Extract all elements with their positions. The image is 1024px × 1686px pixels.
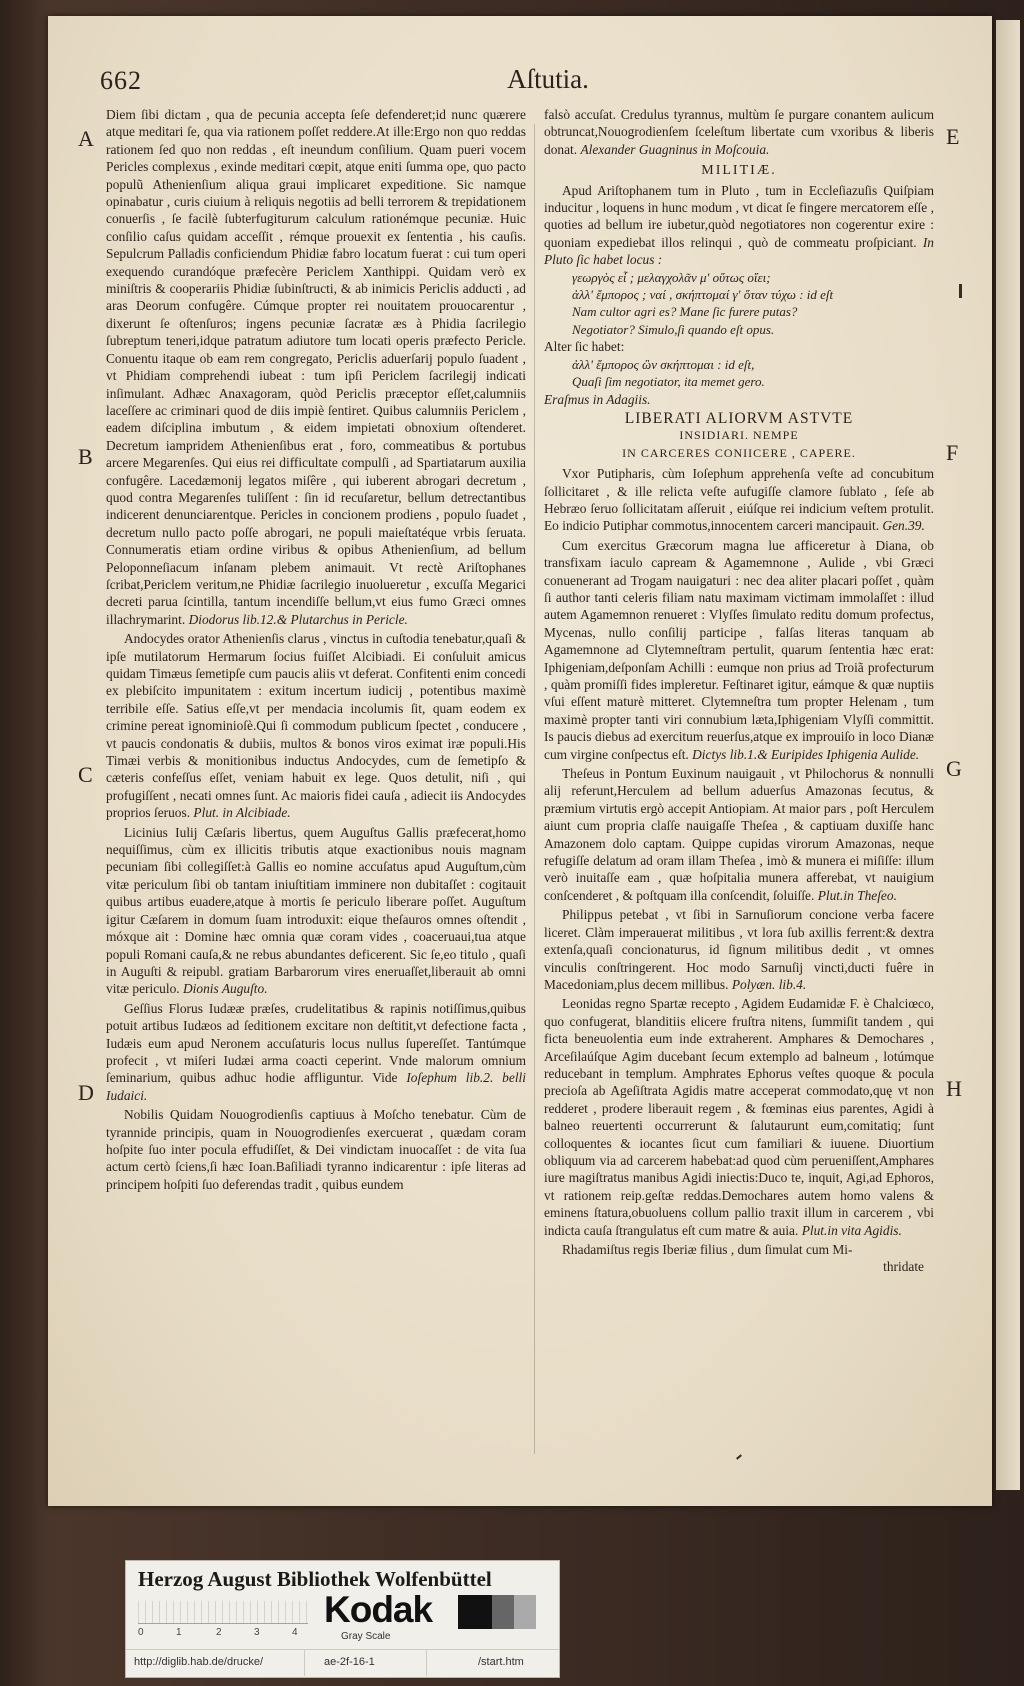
right-column [544,106,934,1276]
paragraph-text: Philippus petebat , vt ſibi in Sarnuſiorum concione verba facere liceret. Clàm imperauerat militibus , vt lora ſub axillis ferrent:& dextra extenſa,quaſi concionaturus, id ſignum militibus dedit , vt omnes vinculis conſtringerent. Hoc modo Sarnuſij vincti,ducti fuêre in Macedoniam,plus decem millibus. [544,907,934,992]
kodak-ruler [138,1601,308,1624]
margin-letter-g: G [946,756,962,781]
paragraph-text: Vxor Putipharis, cùm Ioſephum apprehenſa veſte ad concubitum ſollicitaret , & ille relicta veſte aufugiſſe clamore ſublato , ſeſe ab Hebræo ſeruo ſollicitatam aſſeruit , eiúſque rei indicium veſtem protulit. Eo indicio Putiphar commotus,innocentem carceri mancipauit. [544,466,934,534]
paragraph-text: falsò accuſat. Credulus tyrannus, multùm ſe purgare conantem aulicum obtruncat,Nouogrodienſem ſceleſtum libertate cum vxoribus & liberis donat. [544,107,934,157]
scale-number: 4 [292,1627,298,1638]
library-name: Herzog August Bibliothek Wolfenbüttel [138,1567,492,1591]
paragraph-text: Rhadamiſtus regis Iberiæ filius , dum ſimulat cum Mi- [562,1242,853,1257]
margin-letter-f: F [946,440,959,465]
source-citation: Plut. in Alcibiade. [193,805,291,821]
shelfmark: ae-2f-16-1 [324,1656,375,1668]
source-citation: Dionis Auguſto. [183,981,268,997]
paragraph-iphigenia [544,537,934,763]
section-heading-liberati: LIBERATI ALIORVM ASTVTE [624,409,854,427]
paragraph-leonidas [544,995,934,1239]
source-citation: Gen.39. [882,518,925,534]
gray-patch-dark [492,1595,514,1629]
paragraph-text: Leonidas regno Spartæ recepto , Agidem Eudamidæ F. è Chalciœco, quo confugerat, blanditiis elicere fruſtra nitens, ſummiſit tandem , qui ficta beneuolentia eum inde extraherent. Amphares & Demochares , Arceſilaúſque Agim ducebant ſecum extemplo ad balneum , lotúmque reducebant in templum. Amphrates Ephorus veſtes quoque & pocula precioſa ab Ageſiſtrata Agidis matre acceperat commodato,quę vt non redderet , prodere liberauit regem , & fœminas eius parentes, Agidi à balneo reuertenti occurrerunt & ſalutaurunt eum,comitatiq; ſunt colloquentes & iocantes ſicut cum familiari & iuuene. Diuortium obliquum via ad carcerem habebat:ad quod cùm perueniſſent,Amphares iure magiſtratus manibus Agidi iniectis:Duco te, inquit, Agi,ad Ephoros, vt rationem reip.geſtæ reddas.Demochares autem homo valens & eminens ſtatura,obuoluens collum pallio traxit illum in carcerem , vbi indicta cauſa ſtrangulatus eſt cum matre & auia. [544,996,934,1238]
running-head: Aſtutia. [507,64,589,94]
margin-letter-b: B [78,444,93,469]
start-page: /start.htm [478,1656,524,1668]
paragraph-text: Nobilis Quidam Nouogrodienſis captiuus à Moſcho tenebatur. Cùm de tyrannide principis, quam in Nouogrodienſes exercuerat , quædam coram hoſpite ſuo inter pocula effudiſſet, & Dei vindictam inuocaſſet : de vita ſua actum certò ſciens,ſi hæc Ioan.Baſiliadi tyranno indicarentur : ipſe literas ad principem hoſpiti ſuo deferendas tradit , quibus eundem [106,1107,526,1192]
scale-number: 3 [254,1627,260,1638]
latin-verse-1: Nam cultor agri es? Mane ſic furere putas? [572,304,798,320]
scale-number: 0 [138,1627,144,1638]
paragraph-putiphar [544,465,934,535]
section-subheading-insidiari: INSIDIARI. NEMPE [679,428,799,443]
latin-verse-3: Quaſi ſim negotiator, ita memet gero. [572,374,765,390]
paragraph-text: Theſeus in Pontum Euxinum nauigauit , vt Philochorus & nonnulli alij referunt,Herculem ad bellum aduerſus Amazonas ſecutus, & præmium virtutis ergò accepit Antiopiam. At maior pars , poſt Herculem aiunt cum propria claſſe nauigaſſe Theſea , & captiuam duxiſſe hanc Amazonem dolo captam. Quippe cupidas virorum Amazonas, neque refugiſſe delatum ad oram illam Theſea , imò & munera ei miſiſſe: illum verò inuitaſſe eam , quæ hoſpitalia munera afferebat, vt nauigium conſcenderet , & poſtquam illa conſcendit, ſoluiſſe. [544,766,934,903]
scale-number: 1 [176,1627,182,1638]
ink-speck [959,284,962,298]
source-citation: Alexander Guagninus in Moſcouia. [580,141,770,157]
paragraph-aristophanes [544,182,934,269]
paragraph-text: Licinius Iulij Cæſaris libertus, quem Auguſtus Gallis præfecerat,homo nequiſſimus, cùm ex illicitis tributis atque exactionibus nouis magnam pecuniam ſibi collegiſſet:à Gallis eo nomine accuſatus apud Auguſtum,cùm vitæ periculum ſibi ob tantam iniuſtitiam imminere non dubitaſſet : cogitauit quibus artibus euadere,atque à mortis ſe periculo liberare poſſet. Auguſtum igitur Cæſarem in domum ſuam introduxit: eique theſauros omnes oſtendit , móxque ait : Domine hæc omnia quæ coram vides , coaceruaui,tua atque populi Romani cauſa,& ne rebus abundantes deficerent. Sic ſe,eo titulo , quaſi in Auguſti & reipubl. gratiam Barbarorum vires eneruaſſet,liberauit ab omni vitæ periculo. [106,824,526,997]
section-subheading-carceres: IN CARCERES CONIICERE , CAPERE. [622,445,856,460]
left-column [106,106,526,1193]
cell-separator [426,1650,427,1676]
book-page [48,16,992,1506]
source-citation: Plut.in Theſeo. [817,887,897,903]
adjacent-page-edge [994,20,1020,1490]
gray-patch-light [514,1595,536,1629]
paragraph-nouogrodiensis [106,1106,526,1193]
greek-verse-1: γεωργὸς εἶ ; μελαγχολᾶν μ' οὕτως οἴει; [572,269,771,285]
paragraph-text: Cum exercitus Græcorum magna lue afficeretur à Diana, ob transfixam iaculo capream & Agamemnone , Aulide , vbi Græci conuenerant ad Trogam nauigaturi : nec dea aliter placari poſſet , quàm ſi author tanti celeris filiam natu maximam victimam immolaſſet : illud autem Agamemnon renueret : Vlyſſes ſimulato reditu domum profectus, Mycenas, nullo conſilij participe , falſas literas tanquam ab Agamemnone ad Clytemneſtram pertulit, quarum ſententia hæc erat: Iphigeniam,deſponſam Achilli : eumque non prius ad Troiã profecturum , quàm promiſſi fides impleretur. Feſtinaret igitur, eámque & quæ nuptiis vſui eſſent maturè mitteret. Clytemneſtra tum propter Helenam , tum maximè propter tanti viri connubium læta,Iphigeniam Vlyſſi committit. Is paucis diebus ad exercitum reuerſus,atque ex improuiſo in loco Dianæ cum virgine conſpectus eſt. [544,537,934,762]
paragraph-text: Apud Ariſtophanem tum in Pluto , tum in Eccleſiazuſis Quiſpiam inducitur , loquens in hunc modum , vt dicat ſe fingere mercatorem eſſe , quoties ad bellum ire iubetur,quòd negotiatores non cogerentur exire : quoniam expediebat illos relinqui , quò de commeatu proſpiciant. [544,182,934,250]
margin-letter-c: C [78,762,93,787]
paragraph-licinius [106,824,526,998]
column-divider [534,124,535,1454]
gray-patch-black [458,1595,492,1629]
margin-letter-d: D [78,1080,94,1105]
margin-letter-a: A [78,126,94,151]
paragraph-continuation [544,106,934,158]
gray-scale-label: Gray Scale [341,1631,391,1642]
paragraph-rhadamistus [544,1241,934,1258]
paragraph-text: Geſſius Florus Iudææ præſes, crudelitatibus & rapinis notiſſimus,quibus potuit artibus Iudæos ad ſeditionem excitare non deſtitit,vt defectione facta , Iudæis eum apud Neronem accuſaturis locus nullus ſupereſſet. Tantúmque profecit , vt miſeri Iudæi arma coacti ceperint. Vnde malorum omnium ſeminarium, quibus adhuc hodie affliguntur. Vide [106,1000,526,1086]
latin-verse-2: Negotiator? Simulo,ſi quando eſt opus. [572,321,775,337]
kodak-url-row [126,1649,559,1676]
paragraph-text: Diem ſibi dictam , qua de pecunia accepta ſeſe defenderet;id nunc quærere atque meditari ſe, qua via rationem poſſet reddere.At ille:Ergo non quo reddas rationem ſed quo non reddas , eſt ineundum conſilium. Quam pueri vocem Pericles complexus , exinde meditari cœpit, atque eniti ſumma ope, quo pacto populũ Athenienſium aliqua graui implicaret expeditione. Sic namque opinabatur , curis ciuium à reliquis negotiis ad belli terrorem & trepidationem conuerſis , ſe facilè ſubterfugiturum calculum rationémque pecuniæ. Huic conſilio caſus quidam acceſſit , rémque prouexit ex ſententia , his cauſis. Sepulcrum Palladis conficiendum Phidiæ fabro locatum fuerat : cui tum operi exequendo curandóque præfecère Periclem Xanthippi. Quidam verò ex miniſtris & cooperariis Phidiæ ſubinſtructi, & ab inimicis Periclis adducti , ad aras Deorum confugêre. Cúmque propter rei nouitatem prouocarentur , dixerunt ſe oſtenſuros; ingens pecuniæ ſacratæ æs à Phidia ſacrilegio ſubreptum teneri,idque patratum adiutore tum locati operis præfecto Pericle. Conuentu itaque ob eam rem congregato, Periclis aduerſarij populo ſuadent , vt Phidiam comprehendi iubeat : tum ipſi Periclem ſacrilegij indicati inſimulant. Adhæc Anaxagoram, quòd Periclis præceptor eſſet,calumniis laceſſere ac criminari quod de diis impiè ſentiret. Quibus calumniis Periclem , eadem diſciplina imbutum , & eidem impietati obnoxium oſtenderet. Decretum iampridem Athenienſibus erat , foro, commeatibus & portubus arcere Megarenſes. Qui eius rei difficultate compulſi , ad Spartiatarum auxilia confugêre. Lacedæmonij legatos miſêre , qui iuberent abrogari decretum , quod contra Megarenſes tuliſſent : ſin id recuſaretur, bellum detrectantibus indicerent denunciarentque. Pericles in concionem prodiens , populo ſuadet , decretum nullo pacto poſſe abrogari, ne populi maieſtatéque vrbis ſeruata. Connumeratis etiam ordine viribus & opibus Athenienſium, ad bellum Peloponneſiacum inſanam plebem animauit. Vt rectè Ariſtophanes ſcribat,Periclem veritum,ne Phidiæ ſacrilegio inuolueretur , excuſſa Megarici decreti parua ſcintilla, tantum incendiſſe bellum,vt eius fumo Græci omnes illachrymarint. [106,107,526,627]
greek-verse-3: ἀλλ' ἔμπορος ὢν σκήπτομαι : id eſt, [572,356,755,372]
erasmus-citation: Eraſmus in Adagiis. [544,391,651,407]
source-citation: In Pluto ſic habet locus : [544,234,934,268]
paragraph-theseus [544,765,934,904]
cell-separator [304,1650,305,1676]
kodak-logo: Kodak [324,1589,433,1630]
ink-speck [736,1454,742,1459]
kodak-color-card [125,1560,560,1678]
catchword: thridate [883,1259,924,1275]
paragraph-text: Andocydes orator Athenienſis clarus , vinctus in cuſtodia tenebatur,quaſi & ipſe mutilatorum Hermarum ſocius fuiſſet Alcibiadi. Ei conſuluit amicus quidam Timæus ſemetipſe cum paucis aliis vt deferat. Confitenti enim concedi ex plebiſcito impunitatem : exitum incertum iudicij , potentibus maximè terribile eſſe. Satius eſſe,vt per mendacia incolumis ſit, quam eodem ex crimine pereat ignominioſè.Qui ſi commodum publicum ſpectet , conducere , vt paucis condonatis & dubiis, multos & bonos viros eximat iræ populi.His Timæi verbis & monitionibus inductus Andocydes, cum de ſemetipſo & cæteris confeſſus eſſet, veniam habuit ex lege. Quos detulit, niſi , qui profugiſſent , necati omnes ſunt. Ac maioris fidei cauſa , adiecit iis Andocydes proprios ſeruos. [106,631,526,821]
paragraph-gessius-florus [106,1000,526,1104]
source-citation: Diodorus lib.12.& Plutarchus in Pericle. [188,611,408,627]
source-citation: Ioſephum lib.2. belli Iudaici. [106,1070,526,1103]
margin-letter-h: H [946,1076,962,1101]
paragraph-pericles [106,106,526,628]
greek-verse-2: ἀλλ' ἔμπορος ; ναί , σκήπτομαί γ' ὅταν τύχω : id eſt [572,287,834,303]
source-citation: Dictys lib.1.& Euripides Iphigenia Aulide. [692,746,920,762]
paragraph-andocydes [106,630,526,821]
alter-line: Alter ſic habet: [544,339,625,355]
source-citation: Plut.in vita Agidis. [801,1222,902,1238]
margin-letter-e: E [946,124,960,149]
source-citation: Polyæn. lib.4. [731,976,807,992]
page-number: 662 [100,66,142,95]
paragraph-philippus [544,906,934,993]
scale-number: 2 [216,1627,222,1638]
digilib-url: http://diglib.hab.de/drucke/ [134,1656,264,1668]
section-title-militiae: MILITIÆ. [701,163,777,179]
